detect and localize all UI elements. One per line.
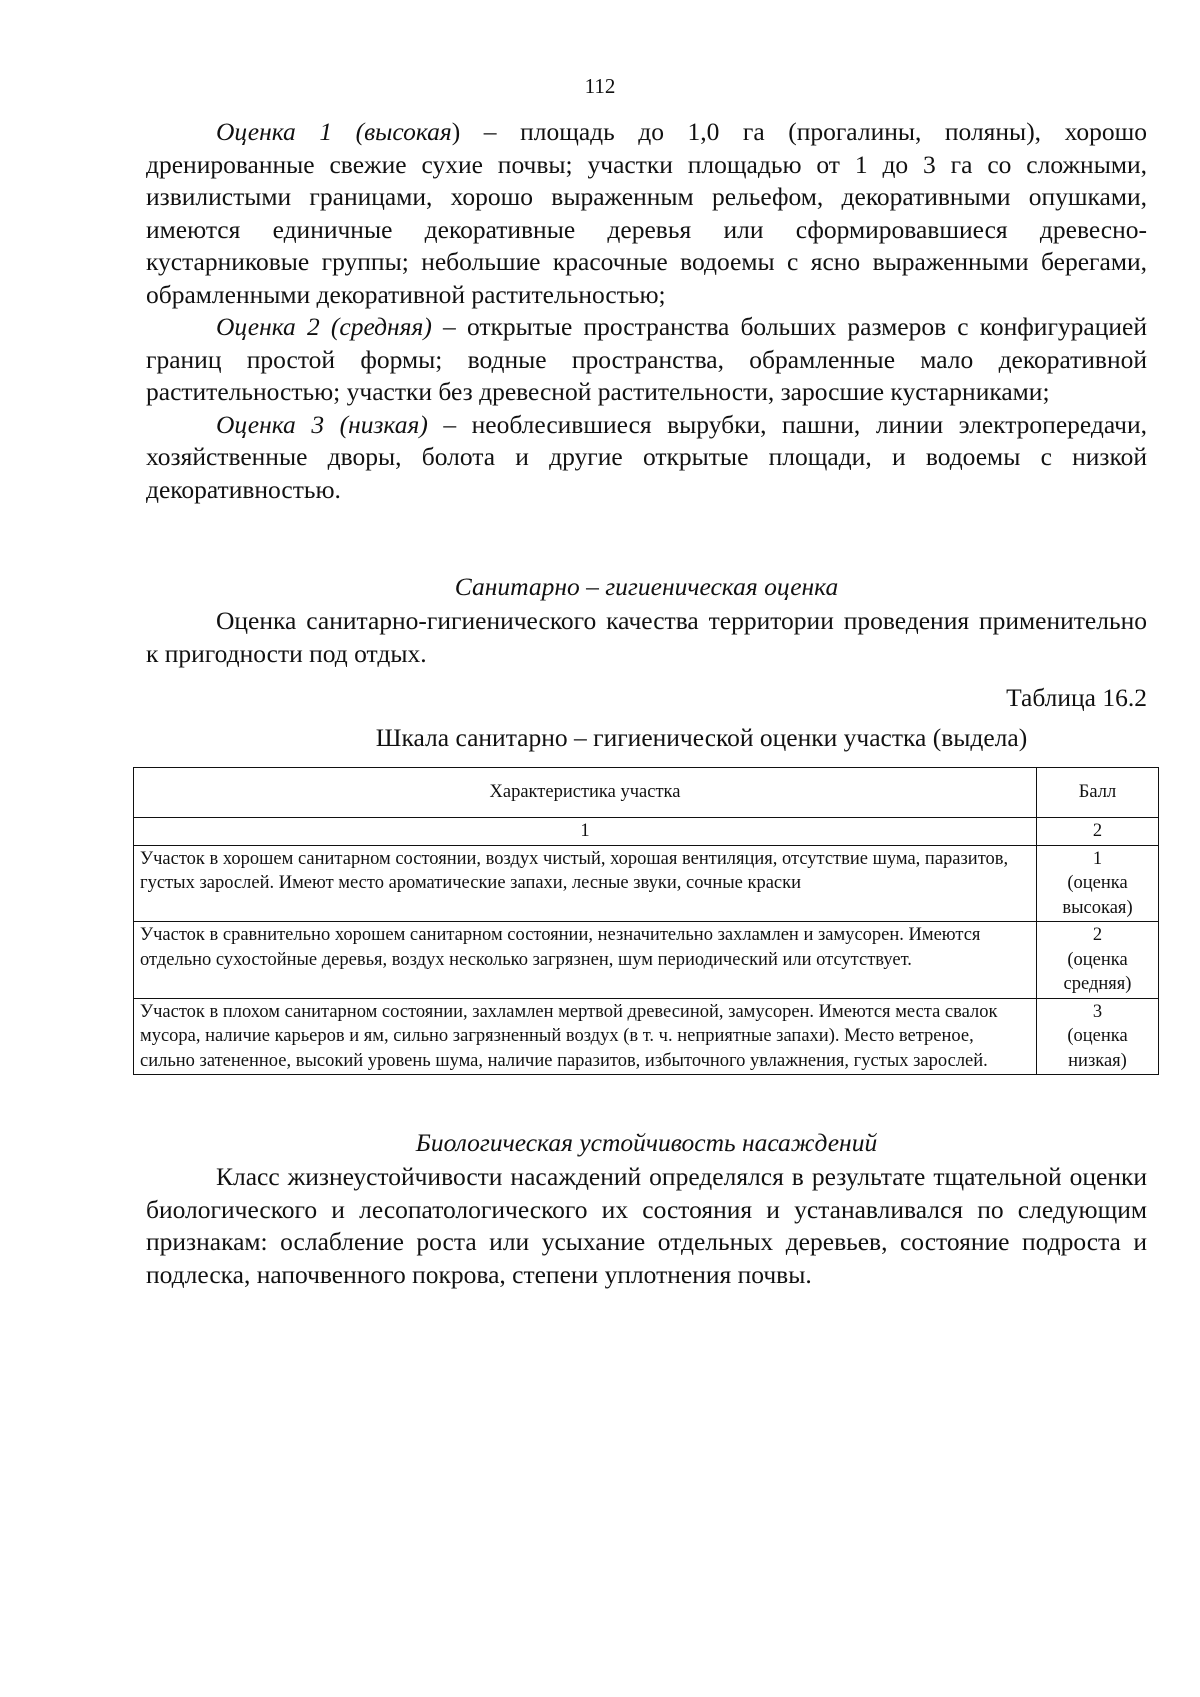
table-label: Таблица 16.2: [1006, 683, 1147, 712]
section-heading-sanitary: Санитарно – гигиеническая оценка: [454, 572, 839, 601]
rating-1-text: ) – площадь до 1,0 га (прогалины, поляны), хорошо дренированные свежие сухие почвы; участки площадью от 1 до 3 га со сложными, извилистыми границами, хорошо выраженным рельефом, декоративными опушками, имеются единичные декоративные деревья или сформировавшиеся древесно-кустарниковые группы; небольшие красочные водоемы с ясно выраженными берегами, обрамленными декоративной растительностью;: [146, 117, 1147, 309]
section-heading-biological: Биологическая устойчивость насаждений: [415, 1128, 878, 1157]
score-note-line-2: высокая): [1062, 897, 1133, 918]
table-row: [134, 845, 1159, 922]
text-block-sanitary: [146, 605, 1147, 670]
score-value: 3: [1092, 1001, 1103, 1022]
rating-3-lead: Оценка 3 (низкая): [216, 409, 428, 439]
table-cell-score: [1037, 845, 1159, 922]
paragraph-rating-2: [146, 311, 1147, 409]
table-number-row: [134, 818, 1159, 846]
table-cell-score: [1037, 922, 1159, 999]
rating-2-text: – открытые пространства больших размеров с конфигурацией границ простой формы; водные пространства, обрамленные мало декоративной растительностью; участки без древесной растительности, заросшие кустарниками;: [146, 312, 1147, 406]
table-header-row: [134, 768, 1159, 818]
score-note-line-2: низкая): [1068, 1050, 1127, 1071]
paragraph-rating-3: [146, 409, 1147, 507]
table-row: [134, 998, 1159, 1075]
table-header-score: Балл: [1037, 768, 1159, 818]
table-cell-characteristic: Участок в хорошем санитарном состоянии, воздух чистый, хорошая вентиляция, отсутствие шума, паразитов, густых зарослей. Имеют место ароматические запахи, лесные звуки, сочные краски: [134, 845, 1037, 922]
table-caption: Шкала санитарно – гигиенической оценки участка (выдела): [375, 723, 1028, 752]
table-row: [134, 922, 1159, 999]
score-note-line-1: (оценка: [1067, 873, 1128, 893]
score-value: 1: [1092, 848, 1103, 869]
paragraph-biological: Класс жизнеустойчивости насаждений определялся в результате тщательной оценки биологического и лесопатологического их состояния и устанавливался по следующим признакам: ослабление роста или усыхание отдельных деревьев, состояние подроста и подлеска, напочвенного покрова, степени уплотнения почвы.: [146, 1162, 1147, 1289]
table-cell-score: [1037, 998, 1159, 1075]
table-cell-characteristic: Участок в сравнительно хорошем санитарном состоянии, незначительно захламлен и замусорен. Имеются отдельно сухостойные деревья, воздух несколько загрязнен, шум периодический или отсутствует.: [134, 922, 1037, 999]
score-note-line-1: (оценка: [1067, 949, 1128, 970]
score-note-line-1: (оценка: [1067, 1026, 1128, 1046]
score-note-line-2: средняя): [1063, 974, 1132, 994]
table-column-number-2: 2: [1037, 818, 1159, 846]
sanitary-scale-table: [133, 767, 1159, 1075]
table-column-number-1: 1: [134, 818, 1037, 846]
score-value: 2: [1092, 925, 1103, 945]
paragraph-rating-1: [146, 116, 1147, 311]
rating-3-text: – необлесившиеся вырубки, пашни, линии электропередачи, хозяйственные дворы, болота и другие открытые площади, и водоемы с низкой декоративностью.: [146, 409, 1147, 504]
page-number: 112: [584, 74, 616, 98]
rating-2-lead: Оценка 2 (средняя): [216, 312, 432, 341]
table-cell-characteristic: Участок в плохом санитарном состоянии, захламлен мертвой древесиной, замусорен. Имеются места свалок мусора, наличие карьеров и ям, сильно загрязненный воздух (в т. ч. неприятные запахи). Место ветреное, сильно затененное, высокий уровень шума, наличие паразитов, избыточного увлажнения, густых зарослей.: [134, 998, 1037, 1075]
paragraph-sanitary: Оценка санитарно-гигиенического качества территории проведения применительно к пригодности под отдых.: [146, 606, 1147, 668]
rating-1-lead: Оценка 1 (высокая: [216, 117, 452, 146]
text-block-ratings: [146, 116, 1147, 506]
text-block-biological: [146, 1161, 1147, 1291]
table-header-characteristic: Характеристика участка: [134, 768, 1037, 818]
